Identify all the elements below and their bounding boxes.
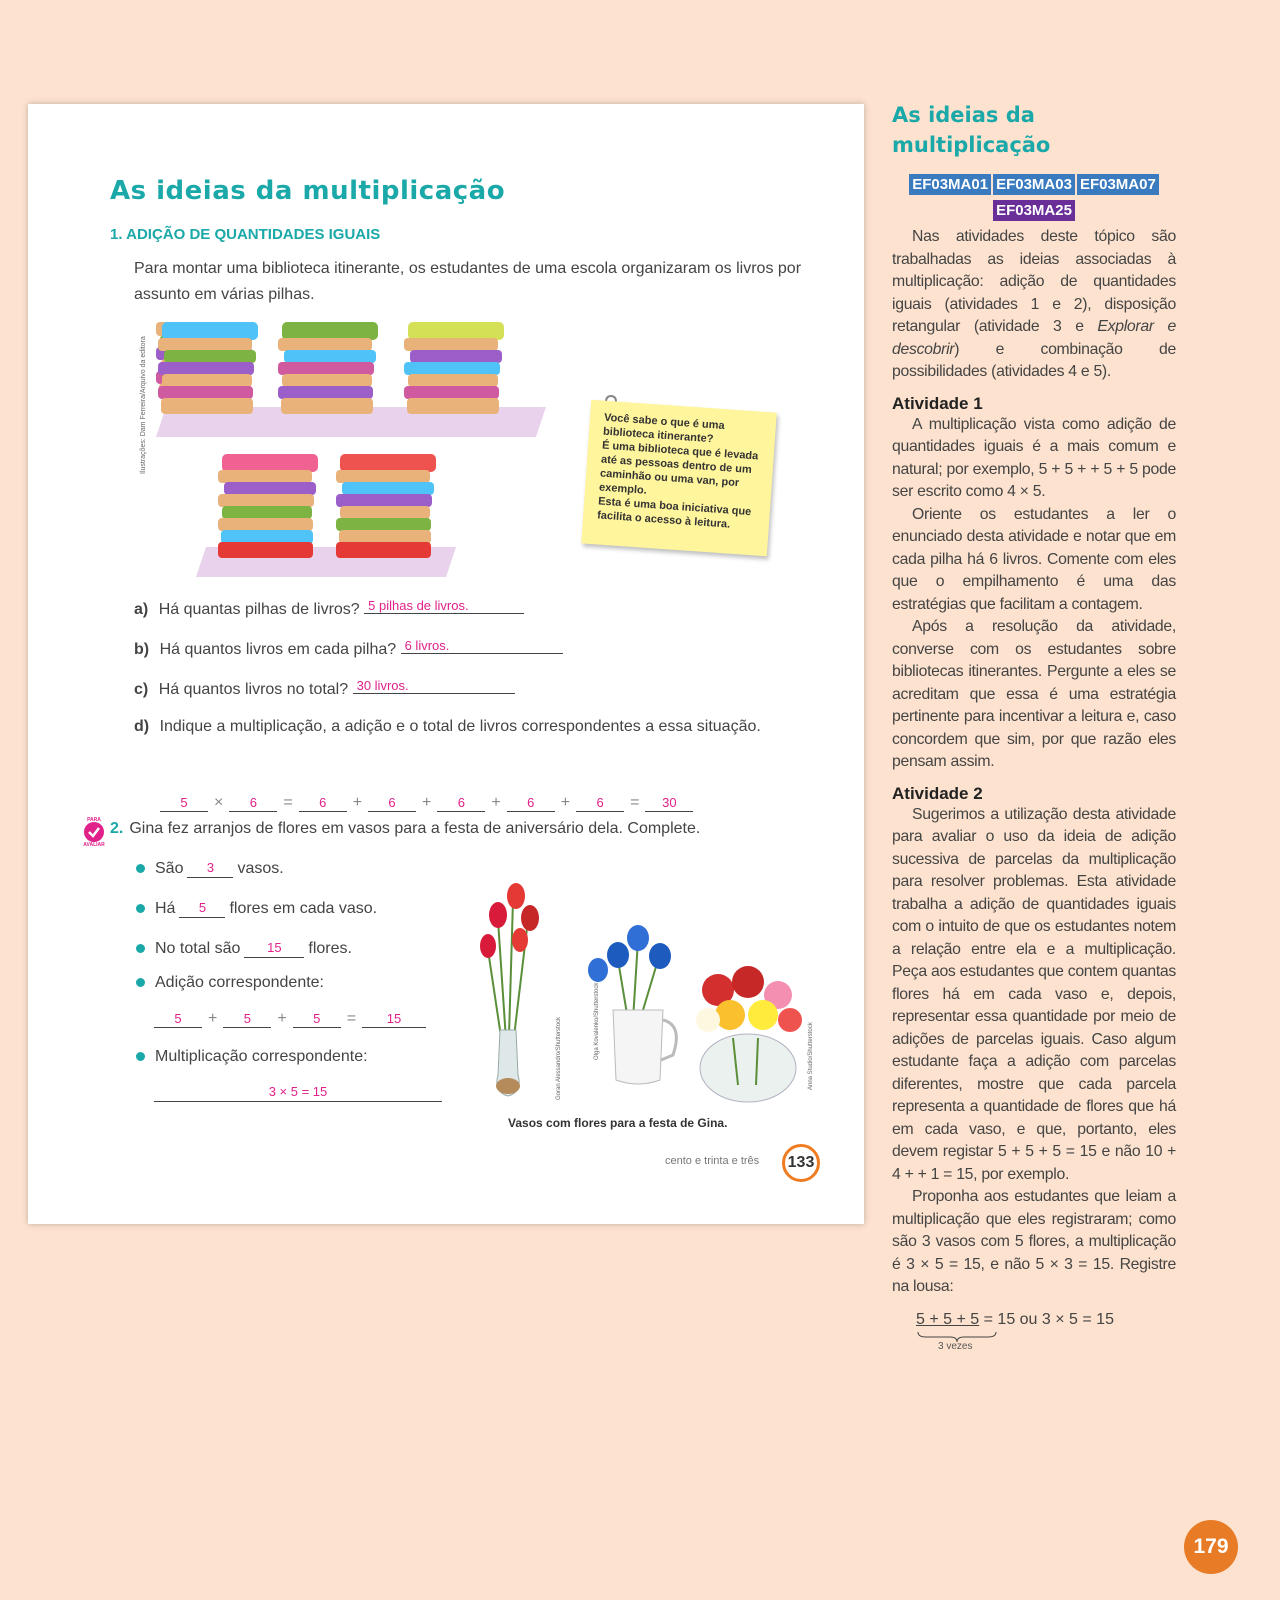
code-badge: EF03MA07 — [1077, 174, 1159, 195]
eq1-factor-a[interactable]: 5 — [160, 794, 208, 812]
section-2-text: Gina fez arranjos de flores em vasos para a festa de aniversário dela. Complete. — [129, 820, 701, 837]
code-badge: EF03MA25 — [993, 200, 1075, 221]
bullet-dot — [136, 944, 145, 953]
image-credit: Ilustrações: Dam Ferreira/Arquivo da editora — [140, 336, 147, 474]
bullet-ha — [136, 900, 377, 918]
vase-red-tulips — [480, 883, 539, 1096]
activity-1-p2: Oriente os estudantes a ler o enunciado desta atividade e notar que em cada pilha há 6 livros. Comente com eles que o empilhamento é uma das estratégias que facilitam a contagem. — [892, 505, 1176, 613]
flowers-per-vase-field[interactable]: 5 — [179, 900, 225, 918]
question-d — [134, 714, 824, 739]
ha-pre: Há — [155, 900, 176, 917]
plus-sign: + — [352, 794, 363, 811]
equation-row-1 — [160, 794, 693, 812]
book-stack-3 — [402, 322, 512, 432]
bullet-dot — [136, 978, 145, 987]
plus-sign: + — [491, 794, 501, 811]
eq2-term-1[interactable]: 5 — [154, 1010, 202, 1028]
ha-post: flores em cada vaso. — [229, 900, 378, 917]
book-stack-5 — [334, 454, 444, 564]
activity-1-heading: Atividade 1 — [892, 393, 983, 413]
bullet-sao — [136, 860, 284, 878]
intro-emphasis: Explorar e descobrir — [892, 318, 1176, 358]
question-a-label: a) — [134, 601, 149, 618]
equation-row-2 — [154, 1010, 426, 1028]
answer-field-b[interactable] — [401, 636, 563, 654]
eq1-total[interactable]: 30 — [645, 794, 693, 812]
flower-credit-1: Goran Alessandro/Shutterstock — [556, 1016, 562, 1100]
question-b-label: b) — [134, 641, 150, 658]
sao-pre: São — [155, 860, 184, 877]
page-title: As ideias da multiplicação — [110, 176, 506, 206]
note-comment: Esta é uma boa iniciativa que facilita o acesso à leitura. — [596, 495, 752, 531]
vase-roses — [696, 966, 802, 1102]
activity-2-p2: Proponha aos estudantes que leiam a multiplicação que eles registraram; como são 3 vasos com 5 flores, a multiplicação é 3 × 5 = 15, e não 5 × 3 = 15. Registre na lousa: — [892, 1188, 1176, 1295]
eq1-factor-b[interactable]: 6 — [229, 794, 277, 812]
para-avaliar-badge — [80, 816, 108, 846]
question-d-label: d) — [134, 718, 150, 735]
footer-page-words: cento e trinta e três — [665, 1155, 760, 1167]
total-flowers-field[interactable]: 15 — [244, 940, 304, 958]
flower-credit-3: Anna Studio/Shutterstock — [808, 1022, 814, 1090]
answer-field-a[interactable] — [364, 596, 524, 614]
eq1-term-5[interactable]: 6 — [576, 794, 624, 812]
flower-caption: Vasos com flores para a festa de Gina. — [508, 1116, 728, 1130]
bullet-dot — [136, 864, 145, 873]
info-sticky-note — [581, 400, 777, 557]
equals-sign: = — [630, 794, 640, 811]
mult-answer-row — [154, 1084, 442, 1102]
answer-b: 6 livros. — [404, 638, 450, 653]
board-formula — [916, 1311, 1176, 1355]
question-c — [134, 676, 515, 699]
total-post: flores. — [308, 940, 352, 957]
equals-sign: = — [346, 1010, 357, 1027]
plus-sign: + — [277, 1010, 287, 1027]
sao-post: vasos. — [237, 860, 284, 877]
teacher-guide-column — [892, 100, 1176, 1355]
note-answer: É uma biblioteca que é levada até as pessoas dentro de um caminhão ou uma van, por exemplo. — [598, 439, 759, 497]
note-question: Você sabe o que é uma biblioteca itinerante? — [602, 411, 725, 446]
activity-2-heading: Atividade 2 — [892, 783, 983, 803]
student-page — [28, 104, 864, 1224]
intro-part-2: ) e combinação de possibilidades (atividades 4 e 5). — [892, 340, 1176, 380]
plus-sign: + — [208, 1010, 218, 1027]
code-badge: EF03MA01 — [909, 174, 991, 195]
answer-a: 5 pilhas de livros. — [368, 598, 469, 613]
plus-sign: + — [560, 794, 571, 811]
svg-text:AVALIAR: AVALIAR — [83, 842, 105, 846]
eq2-term-2[interactable]: 5 — [223, 1010, 271, 1028]
svg-text:PARA: PARA — [87, 817, 101, 823]
section-2-number: 2. — [110, 820, 124, 837]
activity-2-p1: Sugerimos a utilização desta atividade para avaliar o uso da ideia de adição sucessiva de parcelas da multiplicação para resolver problemas. Esta atividade trabalha a adição de quantidades iguais com o intuito de que os estudantes notem a relação entre ela e a multiplicação. Peça aos estudantes que contem quantas flores há em cada vaso e, depois, representar essa quantidade por meio de adições de parcelas iguais. Caso algum estudante faça a adição com parcelas diferentes, mostre que cada parcela representa a quantidade de flores que há em cada vaso, e que, portanto, eles devem registar 5 + 5 + 5 = 15 e não 10 + 4 + + 1 = 15, por exemplo. — [892, 805, 1176, 1183]
book-stack-1 — [156, 322, 266, 432]
teacher-title: As ideias da multiplicação — [892, 103, 1051, 157]
bullet-dot — [136, 904, 145, 913]
question-a — [134, 596, 524, 619]
question-b-text: Há quantos livros em cada pilha? — [159, 641, 397, 658]
mult-label: Multiplicação correspondente: — [155, 1048, 368, 1065]
flower-vases-illustration — [468, 860, 828, 1110]
formula-sum: 5 + 5 + 5 — [916, 1310, 980, 1328]
brace-label: 3 vezes — [938, 1340, 973, 1352]
question-b — [134, 636, 563, 659]
eq2-total[interactable]: 15 — [362, 1010, 426, 1028]
bullet-mult — [136, 1048, 368, 1066]
total-pre: No total são — [155, 940, 241, 957]
code-badge: EF03MA03 — [993, 174, 1075, 195]
book-stack-4 — [216, 454, 326, 564]
bullet-adicao — [136, 974, 324, 992]
intro-text: Para montar uma biblioteca itinerante, os estudantes de uma escola organizaram os livros por assunto em várias pilhas. — [134, 260, 802, 303]
eq2-term-3[interactable]: 5 — [293, 1010, 341, 1028]
teacher-intro — [892, 226, 1176, 384]
activity-1-p3: Após a resolução da atividade, converse com os estudantes sobre bibliotecas itinerantes. Pergunte a eles se acreditam que essa é uma estratégia pertinente para incentivar a leitura e, caso concordem que sim, por que razão eles pensam assim. — [892, 618, 1176, 770]
eq1-term-2[interactable]: 6 — [368, 794, 416, 812]
vase-blue-tulips — [588, 925, 676, 1084]
question-c-label: c) — [134, 681, 149, 698]
bullet-total — [136, 940, 352, 958]
bullet-dot — [136, 1052, 145, 1061]
section-1-title: 1. ADIÇÃO DE QUANTIDADES IGUAIS — [110, 226, 381, 243]
equals-sign: = — [283, 794, 293, 811]
question-a-text: Há quantas pilhas de livros? — [158, 601, 360, 618]
activity-1-p1: A multiplicação vista como adição de quantidades iguais é a mais comum e natural; por exemplo, 5 + 5 + + 5 + 5 pode ser escrito como 4 × 5. — [892, 415, 1176, 500]
outer-page-number: 179 — [1184, 1520, 1238, 1574]
eq1-term-4[interactable]: 6 — [507, 794, 555, 812]
vases-count-field[interactable]: 3 — [187, 860, 233, 878]
question-c-text: Há quantos livros no total? — [158, 681, 349, 698]
plus-sign: + — [422, 794, 432, 811]
mult-answer-field[interactable]: 3 × 5 = 15 — [154, 1084, 442, 1102]
flower-credit-2: Olga Kovalenko/Shutterstock — [594, 982, 600, 1060]
bncc-codes — [892, 172, 1176, 224]
book-stack-2 — [276, 322, 386, 432]
eq1-term-3[interactable]: 6 — [437, 794, 485, 812]
question-d-text: Indique a multiplicação, a adição e o total de livros correspondentes a essa situação. — [159, 718, 761, 735]
answer-c: 30 livros. — [356, 678, 409, 693]
page-number: 133 — [782, 1144, 820, 1182]
eq1-term-1[interactable]: 6 — [299, 794, 347, 812]
adicao-label: Adição correspondente: — [155, 974, 324, 991]
intro-part-1: Nas atividades deste tópico são trabalhadas as ideias associadas à multiplicação: adição de quantidades iguais (atividades 1 e 2), disposição retangular (atividade 3 e — [892, 228, 1176, 335]
formula-result: = 15 ou 3 × 5 = 15 — [983, 1310, 1114, 1328]
times-sign: × — [214, 794, 224, 811]
section-2 — [110, 820, 700, 838]
answer-field-c[interactable] — [353, 676, 515, 694]
